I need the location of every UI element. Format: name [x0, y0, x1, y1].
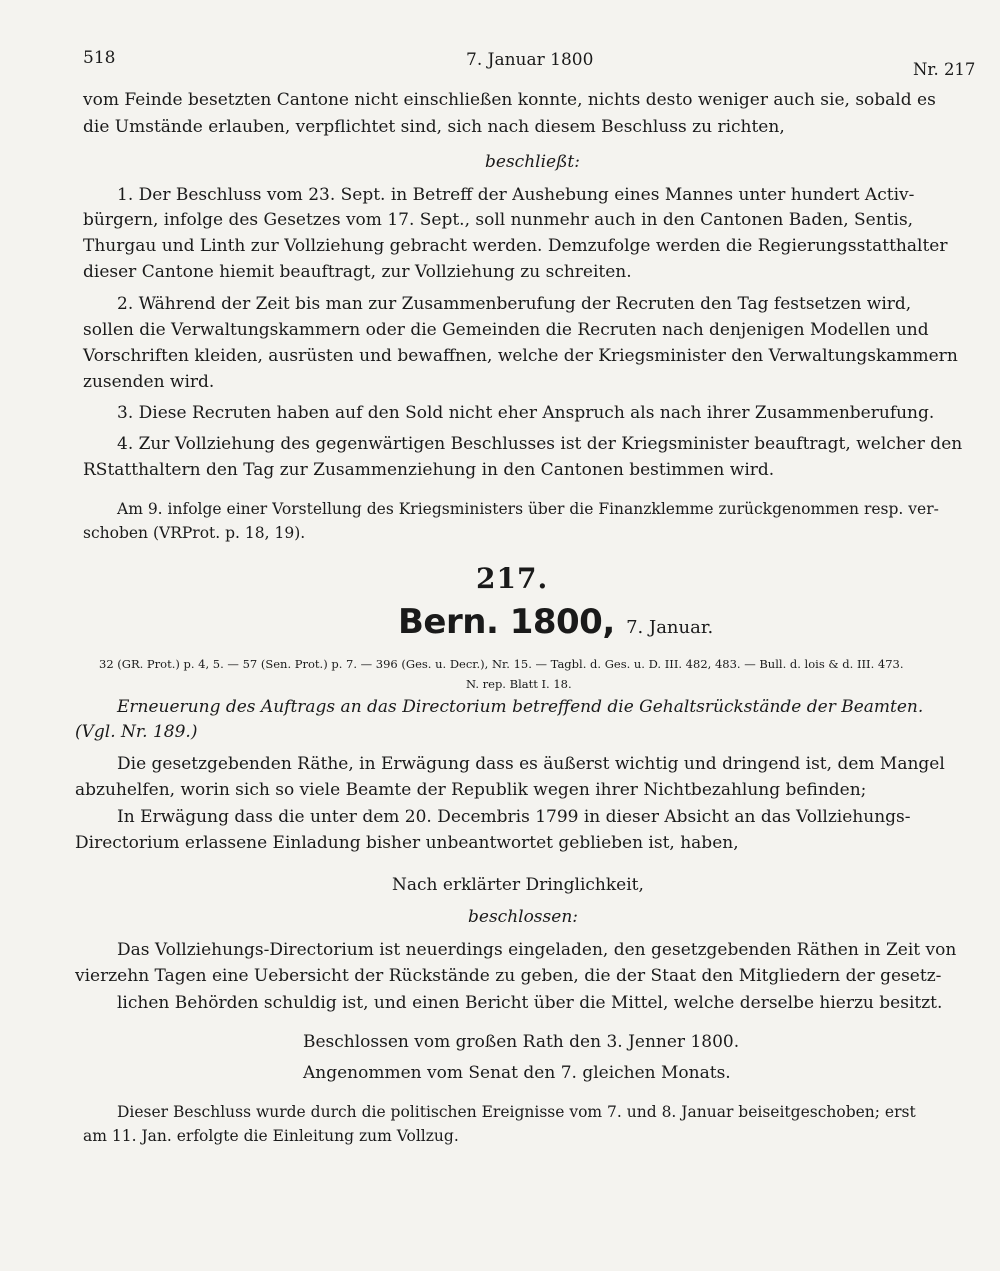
sources-line: 32 (GR. Prot.) p. 4, 5. — 57 (Sen. Prot.) p. 7. — 396 (Ges. u. Decr.), Nr. 15. — Tagbl. d. Ges. u. D. III. 482, 483. — Bull. d. lois & d. III. 473. [99, 657, 904, 671]
footnote-line: am 11. Jan. erfolgte die Einleitung zum Vollzug. [83, 1127, 459, 1145]
prev-item1-line: dieser Cantone hiemit beauftragt, zur Vollziehung zu schreiten. [83, 262, 632, 282]
prev-item3: 3. Diese Recruten haben auf den Sold nicht eher Anspruch als nach ihrer Zusammenberufung. [117, 403, 935, 423]
document-place: Bern. 1800, [398, 602, 615, 642]
prev-note-line: Am 9. infolge einer Vorstellung des Kriegsministers über die Finanzklemme zurückgenommen resp. ver- [117, 500, 939, 518]
resolution-line: vierzehn Tagen eine Uebersicht der Rückstände zu geben, die der Staat den Mitgliedern der gesetz- [75, 966, 942, 986]
body-line: Die gesetzgebenden Räthe, in Erwägung dass es äußerst wichtig und dringend ist, dem Mangel [117, 754, 945, 774]
document-title-line: (Vgl. Nr. 189.) [75, 722, 198, 742]
prev-item2-line: zusenden wird. [83, 372, 215, 392]
prev-intro-line: die Umstände erlauben, verpflichtet sind, sich nach diesem Beschluss zu richten, [83, 117, 785, 137]
prev-item4-line: 4. Zur Vollziehung des gegenwärtigen Beschlusses ist der Kriegsminister beauftragt, welcher den [117, 434, 963, 454]
prev-item2-line: sollen die Verwaltungskammern oder die Gemeinden die Recruten nach denjenigen Modellen und [83, 320, 929, 340]
body-line: In Erwägung dass die unter dem 20. Decembris 1799 in dieser Absicht an das Vollziehungs- [117, 807, 911, 827]
body-line: abzuhelfen, worin sich so viele Beamte der Republik wegen ihrer Nichtbezahlung befinden; [75, 780, 867, 800]
closing-line: Beschlossen vom großen Rath den 3. Jenner 1800. [303, 1032, 740, 1052]
prev-item1-line: bürgern, infolge des Gesetzes vom 17. Sept., soll nunmehr auch in den Cantonen Baden, Sentis, [83, 210, 914, 230]
prev-item1-line: 1. Der Beschluss vom 23. Sept. in Betreff der Aushebung eines Mannes unter hundert Activ- [117, 185, 915, 205]
prev-item2-line: 2. Während der Zeit bis man zur Zusammenberufung der Recruten den Tag festsetzen wird, [117, 294, 912, 314]
resolution-line: lichen Behörden schuldig ist, und einen Bericht über die Mittel, welche derselbe hierzu besitzt. [117, 993, 943, 1013]
running-doc-number: Nr. 217 [913, 60, 976, 80]
prev-item1-line: Thurgau und Linth zur Vollziehung gebracht werden. Demzufolge werden die Regierungsstatthalter [83, 236, 948, 256]
prev-item4-line: RStatthaltern den Tag zur Zusammenziehung in den Cantonen bestimmen wird. [83, 460, 775, 480]
prev-resolves-heading: beschließt: [485, 152, 580, 172]
resolution-line: Das Vollziehungs-Directorium ist neuerdings eingeladen, den gesetzgebenden Räthen in Zeit von [117, 940, 957, 960]
document-place-date [398, 602, 713, 648]
page-number: 518 [83, 48, 116, 68]
footnote-line: Dieser Beschluss wurde durch die politischen Ereignisse vom 7. und 8. Januar beiseitgeschoben; erst [117, 1103, 916, 1121]
document-number: 217. [476, 562, 549, 595]
urgency-line: Nach erklärter Dringlichkeit, [392, 875, 644, 895]
document-title-line: Erneuerung des Auftrags an das Directorium betreffend die Gehaltsrückstände der Beamten. [117, 697, 924, 717]
prev-intro-line: vom Feinde besetzten Cantone nicht einschließen konnte, nichts desto weniger auch sie, sobald es [83, 90, 936, 110]
closing-line: Angenommen vom Senat den 7. gleichen Monats. [303, 1063, 731, 1083]
sources-line: N. rep. Blatt I. 18. [466, 677, 572, 691]
resolved-heading: beschlossen: [468, 907, 578, 927]
document-date: 7. Januar. [626, 617, 714, 638]
prev-item2-line: Vorschriften kleiden, ausrüsten und bewaffnen, welche der Kriegsminister den Verwaltungskammern [83, 346, 958, 366]
running-date: 7. Januar 1800 [466, 50, 594, 70]
prev-note-line: schoben (VRProt. p. 18, 19). [83, 524, 306, 542]
body-line: Directorium erlassene Einladung bisher unbeantwortet geblieben ist, haben, [75, 833, 739, 853]
